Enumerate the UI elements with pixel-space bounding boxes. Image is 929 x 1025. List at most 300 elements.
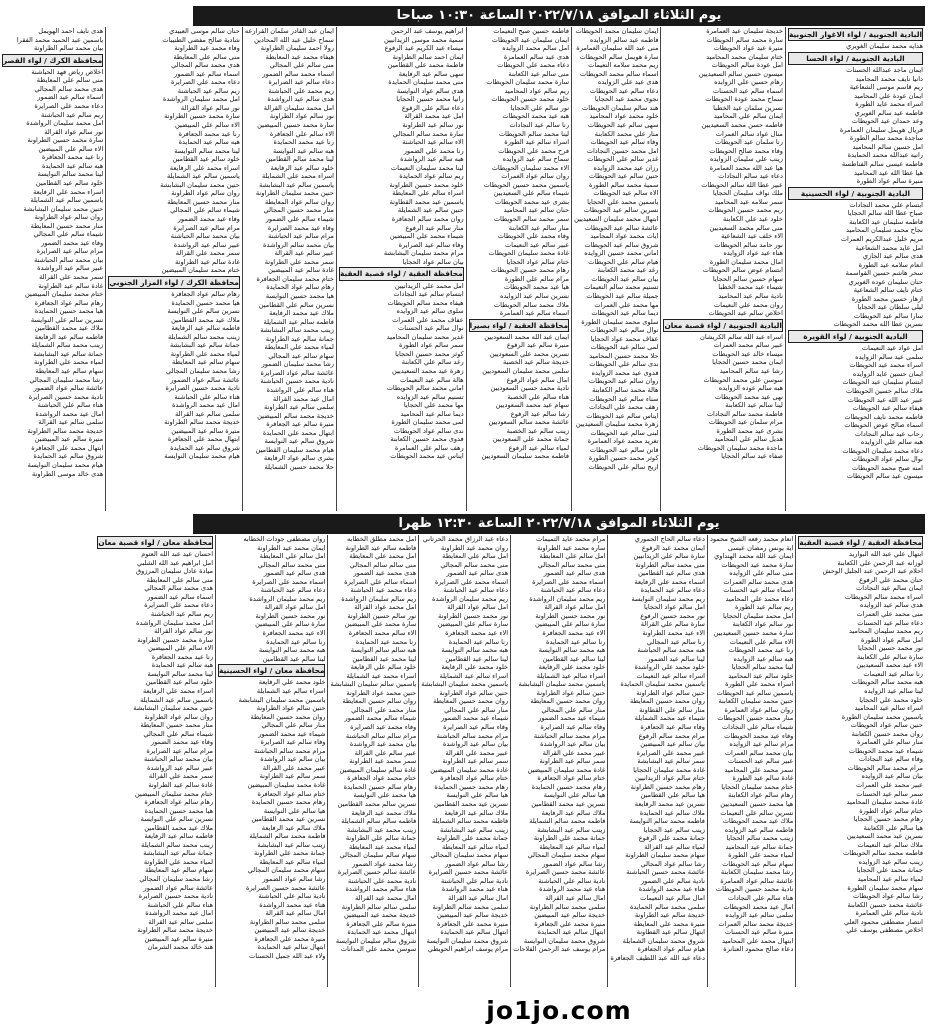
candidate-name: بيان محمد سالم الرواشدة bbox=[263, 240, 334, 249]
candidate-name: نور سالم عواد القرالة bbox=[180, 103, 240, 112]
candidate-name: روان محمد علي النعيمات bbox=[713, 300, 783, 309]
candidate-name: نادية محمد حسين الصرايرة bbox=[28, 392, 104, 401]
candidate-name: مرام سالم عيد الصرايرة bbox=[146, 746, 214, 755]
candidate-name: هناء عيد عواد الزوايده bbox=[723, 249, 783, 258]
candidate-name: منى محمد سليمان الحمايدة bbox=[388, 78, 464, 87]
candidate-name: اسراء سالم عيد الشمايلة bbox=[256, 686, 326, 695]
candidate-name: هدى نايف احمد الهويمل bbox=[38, 27, 104, 35]
candidate-name: سارة محمد سليمان الحويطات bbox=[486, 78, 570, 87]
candidate-name: ختام محمد سليمان الجعافرة bbox=[256, 274, 334, 283]
candidate-name: الاء سالم علي المبيضين bbox=[148, 644, 214, 653]
candidate-name: هناء سالم علي الحباشنة bbox=[174, 392, 240, 401]
candidate-name: نور محمد حسين الطراونة bbox=[255, 611, 326, 620]
candidate-name: نسرين سالم عيد الزوايده bbox=[500, 291, 570, 300]
candidate-name: ايات محمد عواد المحاميد bbox=[590, 232, 659, 241]
candidate-name: زينب محمد سالم الحجايا bbox=[726, 834, 794, 843]
candidate-name: بشرى عيد محمد الطورة bbox=[716, 426, 783, 435]
name-column bbox=[607, 535, 707, 987]
candidate-name: سارة محمد علي المبيضين bbox=[344, 620, 417, 629]
candidate-name: لينا محمد سالم النوايسة bbox=[147, 669, 214, 678]
candidate-name: لينا سالم عيد الزوايده bbox=[864, 686, 923, 695]
candidate-name: وفاء محمد عيد الصرايرة bbox=[350, 723, 417, 732]
candidate-name: ساجدة محمد سالم الطورة bbox=[849, 134, 923, 143]
candidate-name: زينب سالم عيد الزوايده bbox=[858, 857, 923, 866]
candidate-name: امل محمد مطلق الخطابه bbox=[347, 535, 417, 543]
candidate-name: رحاب عيد سالم النجادات bbox=[854, 429, 923, 438]
candidate-name: جمانة محمد علي السعوديين bbox=[492, 435, 570, 444]
candidate-name: جمانة سالم عيد الطراونة bbox=[265, 334, 334, 343]
candidate-name: رشا سالم عواد الضمور bbox=[542, 859, 606, 868]
candidate-name: امل محمد سليمان الحجايا bbox=[723, 611, 794, 620]
candidate-name: عبير محمد علي العمرات bbox=[855, 780, 923, 789]
candidate-name: سلمى سالم عيد القرالة bbox=[148, 917, 214, 926]
candidate-name: نسرين عيد محمد القطامين bbox=[531, 799, 606, 808]
candidate-name: ابراهيم يوسف عبد الرحمن bbox=[391, 27, 464, 35]
candidate-name: خلود سالم عيد الرفايعة bbox=[270, 163, 334, 172]
district-heading: محافظة الكرك / لواء القصر bbox=[2, 54, 103, 67]
candidate-name: رهف محمد علي النجادات bbox=[588, 403, 659, 412]
candidate-name: غادة سالم عيد المبيضين bbox=[268, 266, 334, 275]
candidate-name: اسماء محمد علي الصرايرة bbox=[434, 577, 509, 586]
candidate-name: امل ابراهيم عبد الله الشلبي bbox=[136, 558, 214, 567]
candidate-name: حنين محمد عواد الطراونة bbox=[346, 688, 417, 697]
candidate-name: خلود محمد علي الرفايعة bbox=[538, 663, 606, 672]
candidate-name: نادية سالم علي العمامرة bbox=[855, 909, 923, 918]
candidate-name: ريم محمد سليمان المحاميد bbox=[848, 627, 923, 636]
candidate-name: نهى عيد محمد الحويطات bbox=[714, 392, 783, 401]
candidate-name: خلود محمد علي الرفايعة bbox=[258, 678, 326, 687]
candidate-name: ابتهال سالم عيد الحمايدة bbox=[257, 943, 326, 952]
candidate-name: دعاء سالم عيد الحباشنة bbox=[540, 586, 606, 595]
candidate-name: لمياء محمد علي المعايطة bbox=[264, 343, 334, 352]
candidate-name: فاطمه سالم عيد الشمايلة bbox=[263, 317, 334, 326]
candidate-name: ابتسام سالم عيد النجادات bbox=[393, 290, 464, 299]
candidate-name: لينا محمد سالم الحويطات bbox=[498, 129, 570, 138]
candidate-name: رهام سالم عواد الجعافرة bbox=[171, 290, 240, 299]
candidate-name: امل سالم عواد الطورة bbox=[861, 635, 923, 644]
candidate-name: نور سالم عواد الطراونة bbox=[269, 112, 334, 121]
candidate-name: مرام محمد عايد التميمات bbox=[536, 535, 606, 543]
candidate-name: ابتهال محمد علي الجعافرة bbox=[31, 443, 104, 452]
candidate-name: خديجة سليمان عيد العمامرة bbox=[706, 27, 783, 35]
candidate-name: روان محمد حسين المعايطة bbox=[629, 697, 705, 706]
candidate-name: امل سالم علي المعايطة bbox=[259, 552, 326, 561]
candidate-name: تغريد محمد عواد العمامرة bbox=[587, 437, 659, 446]
candidate-name: سهام محمد سليمان الطراونة bbox=[625, 851, 705, 860]
candidate-name: هيام محمد سليمان النوايسة bbox=[27, 461, 104, 469]
session-1-heading: يوم الثلاثاء الموافق ٢٠٢٢/٧/١٨ الساعة ١٠:٣٠ صباحا bbox=[193, 6, 925, 26]
candidate-name: سلمى محمد سالم الطراونة bbox=[529, 902, 606, 911]
candidate-name: منيرة محمد علي الجعافرة bbox=[534, 919, 606, 928]
candidate-name: نسرين سالم علي النوايسة bbox=[140, 815, 214, 824]
candidate-name: هناء عيد محمد الرواشدة bbox=[259, 900, 326, 909]
candidate-name: ريم محمد سليمان الرواشدة bbox=[249, 594, 326, 603]
candidate-name: امل عواد عيد النعيمات bbox=[861, 344, 923, 353]
candidate-name: ايناس سالم عيد الحويطات bbox=[586, 411, 659, 420]
candidate-name: ديما سالم عيد الحويطات bbox=[591, 309, 659, 318]
candidate-name: ختام محمد سليمان المبيضين bbox=[24, 290, 104, 299]
candidate-name: نور سالم عواد الكعابنة bbox=[732, 620, 794, 629]
candidate-name: ايمان عودة علي المحاميد bbox=[854, 91, 923, 100]
candidate-name: امل سالم عواد الحجايا bbox=[644, 603, 705, 612]
candidate-name: رشا سالم عواد الضمور bbox=[262, 874, 326, 883]
candidate-name: شيماء سالم محمد الضمور bbox=[344, 714, 417, 723]
candidate-name: هبه سالم عيد الحمايدة bbox=[151, 661, 214, 670]
candidate-name: جمانة سالم عيد البشابشة bbox=[143, 849, 214, 858]
candidate-name: ايمان سالم علي المحاميد bbox=[713, 112, 783, 121]
candidate-name: لمياء سالم عيد المحاميد bbox=[857, 874, 923, 883]
candidate-name: وفاء عيد محمد الحويطات bbox=[724, 731, 794, 740]
candidate-name: الاء سالم علي المبيضين bbox=[174, 121, 240, 130]
site-watermark: jo1jo.com bbox=[486, 996, 632, 1025]
candidate-name: نور سالم حسين الطراونة bbox=[347, 611, 417, 620]
candidate-name: امل سالم عواد القرالة bbox=[264, 603, 326, 612]
candidate-name: عبير سالم عيد النعيمات bbox=[504, 240, 570, 249]
candidate-name: عبير محمد علي القرالة bbox=[542, 748, 606, 757]
candidate-name: دعاء محمد علي الصرايرة bbox=[34, 102, 104, 111]
candidate-name: عبير سالم عيد الرواشدة bbox=[37, 264, 104, 273]
candidate-name: هيام سالم عواد الجعافرة bbox=[637, 945, 705, 954]
candidate-name: ريم سالم عيد الحباشنة bbox=[150, 610, 214, 619]
candidate-name: ختام محمد سليمان المبيضين bbox=[161, 266, 240, 275]
candidate-name: هدى سالم عواد النوايسة bbox=[396, 86, 464, 95]
name-column bbox=[105, 27, 242, 511]
candidate-name: ملاك سالم عيد الحمايدة bbox=[639, 808, 705, 817]
candidate-name: اسراء محمد سالم الحويطات bbox=[844, 592, 923, 601]
candidate-name: ياسمين محمد سليمان البشابشة bbox=[421, 680, 509, 689]
candidate-name: ياسمين محمد سليمان البشابشة bbox=[238, 695, 326, 704]
district-heading: البادية الجنوبية / لواء الاغوار الجنوبية bbox=[788, 28, 923, 41]
candidate-name: نسرين عيد محمد القطامين bbox=[251, 815, 326, 824]
candidate-name: دعاء محمد علي المحاميد bbox=[725, 594, 794, 603]
candidate-name: وفاء محمد عيد الطراونة bbox=[174, 44, 240, 53]
candidate-name: منى سالم علي المجالي bbox=[269, 61, 334, 70]
candidate-name: خلود سالم عيد القطامين bbox=[145, 678, 214, 687]
candidate-name: ابتهال سالم عيد الحمايدة bbox=[537, 928, 606, 937]
candidate-name: لينا محمد سالم النوايسة bbox=[174, 146, 240, 155]
candidate-name: عائشة محمد سالم السعوديين bbox=[488, 418, 570, 427]
candidate-name: فاطمه حسن محمد السعيديين bbox=[701, 121, 783, 130]
candidate-name: زينب محمد سالم الشمايلة bbox=[141, 840, 214, 849]
candidate-name: ابتهال علي عبد الله البواريد bbox=[849, 550, 923, 559]
candidate-name: هبه محمد سالم النوايسة bbox=[441, 646, 509, 655]
candidate-name: بشرى عيد محمد الحويطات bbox=[494, 197, 570, 206]
candidate-name: ريم محمد سلامه النعيمات bbox=[588, 61, 659, 70]
candidate-name: اخلاص سالم عيد الحويطات bbox=[708, 309, 783, 318]
candidate-name: دعاء صالح محمود العنانزة bbox=[723, 945, 794, 954]
candidate-name: حنين سالم عواد الطراونة bbox=[256, 704, 326, 713]
candidate-name: اسراء سالم عيد النعيمات bbox=[636, 671, 705, 680]
candidate-name: هيفاء محمد عيد المعايطة bbox=[265, 52, 334, 61]
candidate-name: روان محمد عيد الطراونة bbox=[441, 543, 509, 552]
candidate-name: اسراء محمد علي الشمايلة bbox=[261, 172, 334, 181]
candidate-name: منى سالم علي المعايطة bbox=[36, 76, 104, 85]
candidate-name: شيماء عيد محمد الخطبا bbox=[718, 283, 783, 292]
candidate-name: هيفاء سالم عبد الحويطات bbox=[852, 404, 923, 413]
candidate-name: هيفاء محمد سالم الحويطات bbox=[387, 298, 464, 307]
candidate-name: خلود محمد علي الحجايا bbox=[859, 695, 923, 704]
candidate-name: ميسون حسين سالم السعيديين bbox=[698, 69, 783, 78]
candidate-name: نسرين سالم علي النعيمات bbox=[720, 808, 794, 817]
candidate-name: بيان سالم عيد الزوايده bbox=[861, 772, 923, 781]
candidate-name: فاطمه محمد سالم الشمايلة bbox=[431, 817, 509, 826]
candidate-name: منيرة محمد علي الجعافرة bbox=[254, 934, 326, 943]
candidate-name: حنين سالم عواد الطراونة bbox=[439, 688, 509, 697]
candidate-name: وفاء محمد علي الحويطات bbox=[497, 232, 570, 241]
candidate-name: ماجدة محمد سليمان الحويطات bbox=[697, 443, 783, 452]
candidate-name: ريم سالم عواد المحاميد bbox=[504, 86, 570, 95]
candidate-name: سلمى محمد سالم الطراونة bbox=[432, 902, 509, 911]
candidate-name: دعاء محمد علي الصرايرة bbox=[144, 601, 214, 610]
candidate-name: خديجة محمد سالم الطراونة bbox=[27, 426, 104, 435]
candidate-name: ريم محمد سليمان الرواشدة bbox=[529, 594, 606, 603]
candidate-name: حنين محمد سليمان البشابشة bbox=[160, 180, 240, 189]
candidate-name: اسماء محمد علي الرفايعة bbox=[634, 577, 705, 586]
candidate-name: نوال سالم عيد الحسنات bbox=[398, 324, 464, 333]
candidate-name: ايمان احمد سالم الطراونة bbox=[392, 52, 464, 61]
candidate-name: اسماء محمد علي الصرايرة bbox=[532, 577, 606, 586]
candidate-name: جمانة سالم عيد المحاميد bbox=[725, 842, 794, 851]
candidate-name: هناء سالم علي النجادات bbox=[727, 893, 794, 902]
candidate-name: امل عودة سالم الحويطات bbox=[711, 61, 783, 70]
candidate-name: سارة محمد حسين الطراونة bbox=[164, 112, 240, 121]
candidate-name: منار سالم علي المجالي bbox=[541, 705, 606, 714]
candidate-name: شيماء سالم علي السعيديين bbox=[493, 189, 570, 198]
candidate-name: ايمان سالم عيد النجادات bbox=[855, 584, 923, 593]
candidate-name: ريم سالم عيد الحباشنة bbox=[41, 110, 104, 119]
candidate-name: حنان سليمان عوده الغويري bbox=[848, 277, 923, 286]
candidate-name: مرام سالم عيد الصرايرة bbox=[36, 247, 104, 256]
candidate-name: شيماء عيد محمد الحويطات bbox=[848, 746, 923, 755]
candidate-name: هبه سالم عيد الزوايده bbox=[733, 654, 794, 663]
candidate-name: هدى خالد موسى الطراونة bbox=[32, 469, 104, 478]
candidate-name: لينا محمد عيد القطامين bbox=[352, 654, 417, 663]
candidate-name: سارة محمد حسين الطراونة bbox=[137, 635, 214, 644]
candidate-name: نسرين عيد محمد السعيديين bbox=[846, 832, 923, 841]
candidate-name: مها محمد علي الحجايا bbox=[403, 401, 464, 410]
candidate-name: منيرة عيد عواد الحويطات bbox=[713, 44, 783, 53]
candidate-name: رنا عيد محمد الجعافرة bbox=[151, 652, 214, 661]
candidate-name: غادة محمد سليمان المبيضين bbox=[247, 780, 326, 789]
candidate-name: شيماء عيد محمد الضمور bbox=[538, 714, 606, 723]
candidate-name: نسرين سالم علي القطامين bbox=[258, 300, 334, 309]
candidate-name: وفاء عيد محمد الصرايرة bbox=[267, 223, 334, 232]
candidate-name: ابتسام علي محمد النجادات bbox=[849, 200, 923, 209]
candidate-name: مرام سالم عيد الصرايرة bbox=[173, 223, 240, 232]
candidate-name: هند سالم سليمان الحويطات bbox=[582, 103, 659, 112]
candidate-name: هبه سالم عيد الحمايدة bbox=[178, 138, 240, 147]
candidate-name: اسماء محمد سالم الضمور bbox=[262, 69, 334, 78]
district-heading: البادية الجنوبية / لواء الحسا bbox=[788, 52, 923, 65]
candidate-name: سمر محمد علي القرالة bbox=[39, 272, 104, 281]
candidate-name: حنين محمد سليمان البشابشة bbox=[133, 704, 214, 713]
candidate-name: عفاف محمد علي العمرات bbox=[392, 315, 464, 324]
candidate-name: تسنيم محمد سالم النعيمات bbox=[584, 283, 659, 292]
candidate-name: فاطمه سالم سالم الشمايلة bbox=[341, 817, 417, 826]
candidate-name: لمياء محمد علي الطراونة bbox=[170, 349, 240, 358]
candidate-name: خديجة محمد سالم الطراونة bbox=[137, 926, 214, 935]
candidate-name: ولاء عبد الله جميل الحسنات bbox=[249, 951, 326, 960]
candidate-name: لينا محمد سالم النوايسة bbox=[37, 170, 104, 179]
candidate-name: وفاء عيد محمد الضمور bbox=[41, 238, 104, 247]
candidate-name: عبير محمد علي الصرايرة bbox=[636, 748, 705, 757]
candidate-name: امال سالم عيد القرالة bbox=[545, 893, 606, 902]
candidate-name: نجوى محمد عيد الحجايا bbox=[594, 95, 659, 104]
candidate-name: الاء سالم عيد الحباشنة bbox=[402, 138, 464, 147]
candidate-name: اماني محمد سالم الحويطات bbox=[386, 384, 464, 393]
candidate-name: اماني محمد حسين الزوايده bbox=[584, 249, 659, 258]
candidate-name: رغد عيد محمد الكعابنة bbox=[597, 266, 659, 275]
candidate-name: هناء سالم علي الحباشنة bbox=[37, 401, 104, 410]
candidate-name: غادة محمد سليمان المبيضين bbox=[527, 765, 606, 774]
candidate-name: ختام سالم عواد الجعافرة bbox=[440, 774, 509, 783]
candidate-name: غادة سالم عيد الطراونة bbox=[38, 281, 104, 290]
candidate-name: بيان محمد سالم الحباشنة bbox=[143, 755, 214, 764]
candidate-name: منيرة سالم عيد المبيضين bbox=[34, 435, 104, 444]
candidate-name: رنا محمد علي الضمور bbox=[403, 146, 464, 155]
candidate-name: خديجة سالم عيد المبيضين bbox=[254, 926, 326, 935]
candidate-name: فاتن سالم عيد الحويطات bbox=[589, 445, 659, 454]
candidate-name: شروق سالم عيد الحمايدة bbox=[33, 452, 104, 461]
candidate-name: امال عيد محمد الحويطات bbox=[723, 902, 794, 911]
candidate-name: هدى محمد سالم العمرات bbox=[723, 577, 794, 586]
candidate-name: روان سالم عواد الطراونة bbox=[171, 189, 240, 198]
candidate-name: عائشة سالم حسين الصرايرة bbox=[337, 868, 417, 877]
candidate-name: فاطمه محمد سليمان السعوديين bbox=[481, 452, 570, 461]
candidate-name: منيرة سالم عيد المبيضين bbox=[144, 934, 214, 943]
candidate-name: ايمان سليمان عيد الحويطات bbox=[491, 35, 570, 44]
candidate-name: اسراء سالم عيد الطورة bbox=[504, 138, 570, 147]
candidate-name: نور سالم عيد الطراونة bbox=[402, 121, 464, 130]
candidate-name: منار سالم علي المجالي bbox=[261, 721, 326, 730]
candidate-name: عبير سالم علي القرالة bbox=[354, 748, 417, 757]
candidate-name: سهام محمد سليمان المجالي bbox=[527, 851, 606, 860]
candidate-name: نور سالم عواد القرالة bbox=[154, 627, 214, 636]
candidate-name: هيا سالم علي الكعابنة bbox=[863, 823, 923, 832]
candidate-name: هبه محمد سالم الحباشنة bbox=[637, 646, 705, 655]
candidate-name: منار سالم علي العمامرة bbox=[856, 738, 923, 747]
candidate-name: هيا سالم علي النوايسة bbox=[446, 791, 509, 800]
candidate-name: فاطمه حسين صبح النعيمات bbox=[493, 27, 570, 35]
candidate-name: نجاح محمد سليمان المحاميد bbox=[846, 226, 923, 235]
candidate-name: امل سالم علي المعايطة bbox=[539, 552, 606, 561]
district-heading: محافظة العقبة / لواء بصيرا bbox=[469, 319, 569, 332]
candidate-name: هيا عبد الله محمد العمامرة bbox=[709, 163, 783, 172]
candidate-name: عبير سالم عيد الحسنات bbox=[727, 757, 794, 766]
candidate-name: لمى محمد سليمان الطورة bbox=[391, 418, 464, 427]
candidate-name: امل محمد علي المعايطة bbox=[349, 552, 417, 561]
candidate-name: لوزانه عبد الرحمن علي الكعابنة bbox=[837, 558, 923, 567]
name-column bbox=[795, 535, 925, 987]
candidate-name: نور حامد سالم الحويطات bbox=[714, 240, 783, 249]
candidate-name: فريال هويمل سليمان العمامرة bbox=[839, 125, 923, 134]
candidate-name: منار سالم علي المجالي bbox=[444, 705, 509, 714]
candidate-name: منال عواد سالم العمرات bbox=[715, 129, 783, 138]
candidate-name: زينب سالم عيد البشابشة bbox=[440, 825, 509, 834]
candidate-name: ايمان محمد عيد الرفوع bbox=[641, 543, 705, 552]
candidate-name: هناء عيد محمد الرواشدة bbox=[638, 885, 705, 894]
candidate-name: هناء عيد محمد الرواشدة bbox=[441, 885, 509, 894]
candidate-name: وفاء محمد صالح الحويطات bbox=[709, 146, 783, 155]
candidate-name: عائشة محمد حسين الحباشنة bbox=[626, 868, 705, 877]
candidate-name: زينب سالم عيد البشابشة bbox=[537, 825, 606, 834]
candidate-name: غدير سالم علي الحويطات bbox=[587, 155, 659, 164]
candidate-name: لمياء محمد عيد المعايطة bbox=[348, 842, 417, 851]
candidate-name: انعام محمد رفعه الشيخ محمود bbox=[709, 535, 794, 543]
candidate-name: منار محمد حسين المعايطة bbox=[167, 197, 240, 206]
candidate-name: رولا احمد سليمان الطراونة bbox=[260, 44, 334, 53]
candidate-name: عبير محمد علي القرالة bbox=[262, 763, 326, 772]
candidate-name: مرام سالم علي الطورة bbox=[504, 274, 570, 283]
candidate-name: ريم سالم سليمان الرواشدة bbox=[341, 594, 417, 603]
candidate-name: سارة محمد سالم المجالي bbox=[392, 129, 464, 138]
session-2-heading: يوم الثلاثاء الموافق ٢٠٢٢/٧/١٨ الساعة ١٢:٣٠ ظهرا bbox=[193, 514, 925, 534]
candidate-name: رهف سالم علي العمامرة bbox=[394, 443, 464, 452]
candidate-name: مرام سالم عيد الحباشنة bbox=[268, 232, 334, 241]
candidate-name: رغد سالم علي الكعابنة bbox=[401, 358, 464, 367]
candidate-name: بيان محمد سالم العمرات bbox=[724, 748, 794, 757]
candidate-name: خديجة محمد سالم الطراونة bbox=[164, 418, 240, 427]
candidate-name: امل محمد سليمان الرواشدة bbox=[136, 618, 214, 627]
candidate-name: ختام سالم عواد الحجايا bbox=[506, 257, 570, 266]
candidate-name: روان سالم عيد الحويطات bbox=[588, 377, 659, 386]
candidate-name: اسراء محمد عيد الحويطات bbox=[849, 361, 923, 370]
candidate-name: وفاء سالم عيد الصرايرة bbox=[540, 723, 606, 732]
candidate-name: جمانة سالم عيد البشابشة bbox=[170, 341, 240, 350]
candidate-name: سارة سالم علي المبيضين bbox=[255, 620, 326, 629]
candidate-name: ميسون عيد سالم الحويطات bbox=[846, 472, 923, 481]
candidate-name: دعاء محمد علي الحويطات bbox=[497, 61, 570, 70]
candidate-name: ملاك سالم عيد الرفايعة bbox=[444, 808, 509, 817]
candidate-name: ملاك عيد محمد القطامين bbox=[171, 315, 240, 324]
candidate-name: سهى سالم عيد الحويطات bbox=[587, 121, 659, 130]
candidate-name: امال محمد عيد القرالة bbox=[355, 893, 417, 902]
district-heading: البادية الجنوبية / لواء قصبة معان bbox=[663, 319, 782, 332]
candidate-name: حنين سالم عيد الحويطات bbox=[588, 172, 659, 181]
candidate-name: خلود محمد علي الرفايعة bbox=[441, 663, 509, 672]
candidate-name: هيا محمد حسين الحمايدة bbox=[34, 307, 104, 316]
district-heading: محافظة العقبة / لواء قصبة العقبة bbox=[798, 536, 923, 549]
candidate-name: روان سالم عواد المعايطة bbox=[264, 197, 334, 206]
candidate-name: عائشة سالم عواد العمامرة bbox=[720, 876, 794, 885]
candidate-name: رهام محمد حسين الطراونة bbox=[630, 782, 705, 791]
candidate-name: لينا محمد سليمان النعيمات bbox=[390, 163, 464, 172]
candidate-name: شروق محمد سليمان النوايسة bbox=[426, 936, 509, 945]
candidate-name: روان مصطفى جودات الخطابه bbox=[243, 535, 326, 543]
candidate-name: اسماء سالم علي الصرايرة bbox=[344, 577, 417, 586]
candidate-name: لمياء سالم عيد القرالة bbox=[644, 842, 705, 851]
candidate-name: ياسمين سالم عيد الشمايلة bbox=[166, 172, 240, 181]
candidate-name: سمر محمد سالم الحويطات bbox=[493, 215, 570, 224]
candidate-name: منيرة سالم عيد المبيضين bbox=[171, 426, 240, 435]
candidate-name: هناء سالم محمد الرواشدة bbox=[345, 885, 417, 894]
candidate-name: دعاء محمد علي الصرايرة bbox=[170, 78, 240, 87]
candidate-name: ريم قاسم موسى الشعاعية bbox=[849, 83, 923, 92]
candidate-name: الاء سالم علي النعيمات bbox=[729, 637, 794, 646]
district-heading: محافظة الكرك / لواء المزار الجنوبي bbox=[108, 276, 240, 289]
candidate-name: امال سالم عيد القرالة bbox=[448, 893, 509, 902]
district-heading: محافظة معان / لواء قصبة معان bbox=[97, 536, 213, 549]
candidate-name: حنين سالم عواد الطراونة bbox=[636, 688, 705, 697]
candidate-name: سمية محمد موسى الزيدانيين bbox=[384, 35, 464, 44]
candidate-name: نادية محمد حسين الحباشنة bbox=[260, 377, 334, 386]
candidate-name: منى محمد سالم المجالي bbox=[537, 560, 606, 569]
candidate-name: ازهار حسين محمد الطورة bbox=[851, 294, 923, 303]
candidate-name: امل عيد محمد القرالة bbox=[404, 112, 464, 121]
candidate-name: فاطمه سالم عيد الزوايده bbox=[724, 825, 794, 834]
candidate-name: ياسمين سالم عيد الشمايلة bbox=[140, 695, 214, 704]
candidate-name: روان محمد حسين المعايطة bbox=[530, 697, 606, 706]
